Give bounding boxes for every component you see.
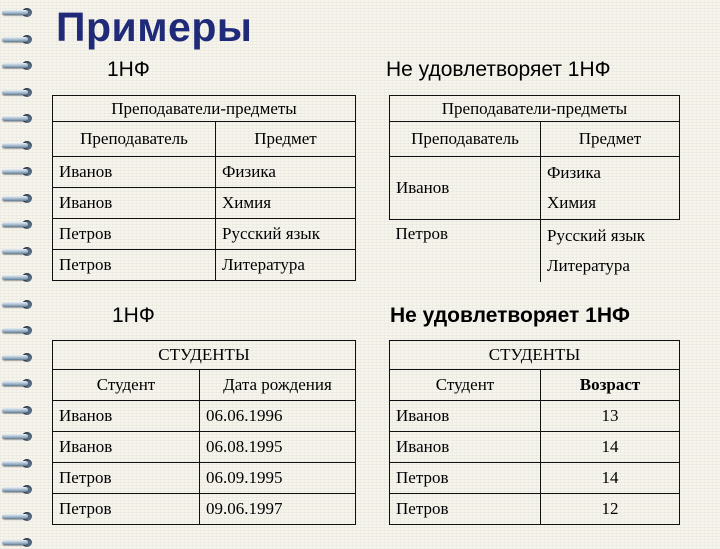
subject-item: Химия [547,193,597,212]
cell-subjects [541,157,680,220]
cell-age: 14 [541,432,680,463]
binding-ring [2,510,36,523]
column-header-teacher: Преподаватель [53,122,216,157]
table-row [53,494,356,525]
binding-ring [2,112,36,125]
table-row [53,463,356,494]
cell-student: Иванов [53,401,200,432]
cell-birthdate: 06.09.1995 [200,463,356,494]
cell-student: Иванов [390,432,541,463]
cell-age: 13 [541,401,680,432]
binding-ring [2,351,36,364]
table-caption: СТУДЕНТЫ [53,341,356,370]
binding-ring [2,404,36,417]
binding-ring [2,324,36,337]
students-1nf-table [52,340,356,525]
cell-student: Петров [390,463,541,494]
cell-teacher: Петров [53,250,216,281]
binding-ring [2,139,36,152]
cell-age: 12 [541,494,680,525]
cell-age: 14 [541,463,680,494]
table-row [390,401,680,432]
binding-ring [2,59,36,72]
teachers-subjects-1nf-table [52,95,356,281]
table-row [53,401,356,432]
cell-student: Иванов [53,432,200,463]
binding-ring [2,430,36,443]
cell-teacher: Иванов [390,157,541,220]
cell-subject: Литература [216,250,356,281]
cell-student: Петров [53,463,200,494]
cell-student: Петров [53,494,200,525]
cell-subject: Химия [216,188,356,219]
binding-ring [2,86,36,99]
table-row [390,494,680,525]
column-header-student: Студент [390,370,541,401]
subject-item: Русский язык [547,226,645,245]
cell-student: Петров [390,494,541,525]
table-caption: Преподаватели-предметы [390,96,680,122]
cell-teacher: Иванов [53,188,216,219]
table-row [390,463,680,494]
binding-ring [2,483,36,496]
label-1nf-bottom: 1НФ [112,304,155,327]
binding-ring [2,377,36,390]
cell-subject: Русский язык [216,219,356,250]
table-row [53,250,356,281]
binding-ring [2,218,36,231]
cell-teacher: Иванов [53,157,216,188]
page-title: Примеры [56,4,253,50]
table-row [53,219,356,250]
label-not-1nf-bottom: Не удовлетворяет 1НФ [390,304,630,327]
binding-ring [2,6,36,19]
cell-teacher: Петров [53,219,216,250]
subject-item: Литература [547,256,630,275]
table-caption: СТУДЕНТЫ [390,341,680,370]
table-row [53,188,356,219]
cell-subject: Физика [216,157,356,188]
cell-birthdate: 09.06.1997 [200,494,356,525]
table-row [390,220,680,283]
table-row [390,157,680,220]
table-row [53,432,356,463]
cell-teacher: Петров [390,220,541,283]
subject-item: Физика [547,163,601,182]
binding-ring [2,271,36,284]
binding-ring [2,192,36,205]
column-header-subject: Предмет [541,122,680,157]
table-row [390,432,680,463]
binding-ring [2,245,36,258]
binding-ring [2,536,36,549]
binding-ring [2,457,36,470]
column-header-birthdate: Дата рождения [200,370,356,401]
column-header-teacher: Преподаватель [390,122,541,157]
binding-ring [2,33,36,46]
spiral-binding [0,0,40,540]
label-not-1nf-top: Не удовлетворяет 1НФ [386,58,611,81]
cell-birthdate: 06.08.1995 [200,432,356,463]
table-caption: Преподаватели-предметы [53,96,356,122]
column-header-age: Возраст [541,370,680,401]
cell-subjects [541,220,680,283]
table-row [53,157,356,188]
column-header-subject: Предмет [216,122,356,157]
binding-ring [2,298,36,311]
cell-student: Иванов [390,401,541,432]
cell-birthdate: 06.06.1996 [200,401,356,432]
label-1nf-top: 1НФ [107,58,150,81]
students-not-1nf-table [389,340,680,525]
binding-ring [2,165,36,178]
column-header-student: Студент [53,370,200,401]
teachers-subjects-not-1nf-table [389,95,680,282]
